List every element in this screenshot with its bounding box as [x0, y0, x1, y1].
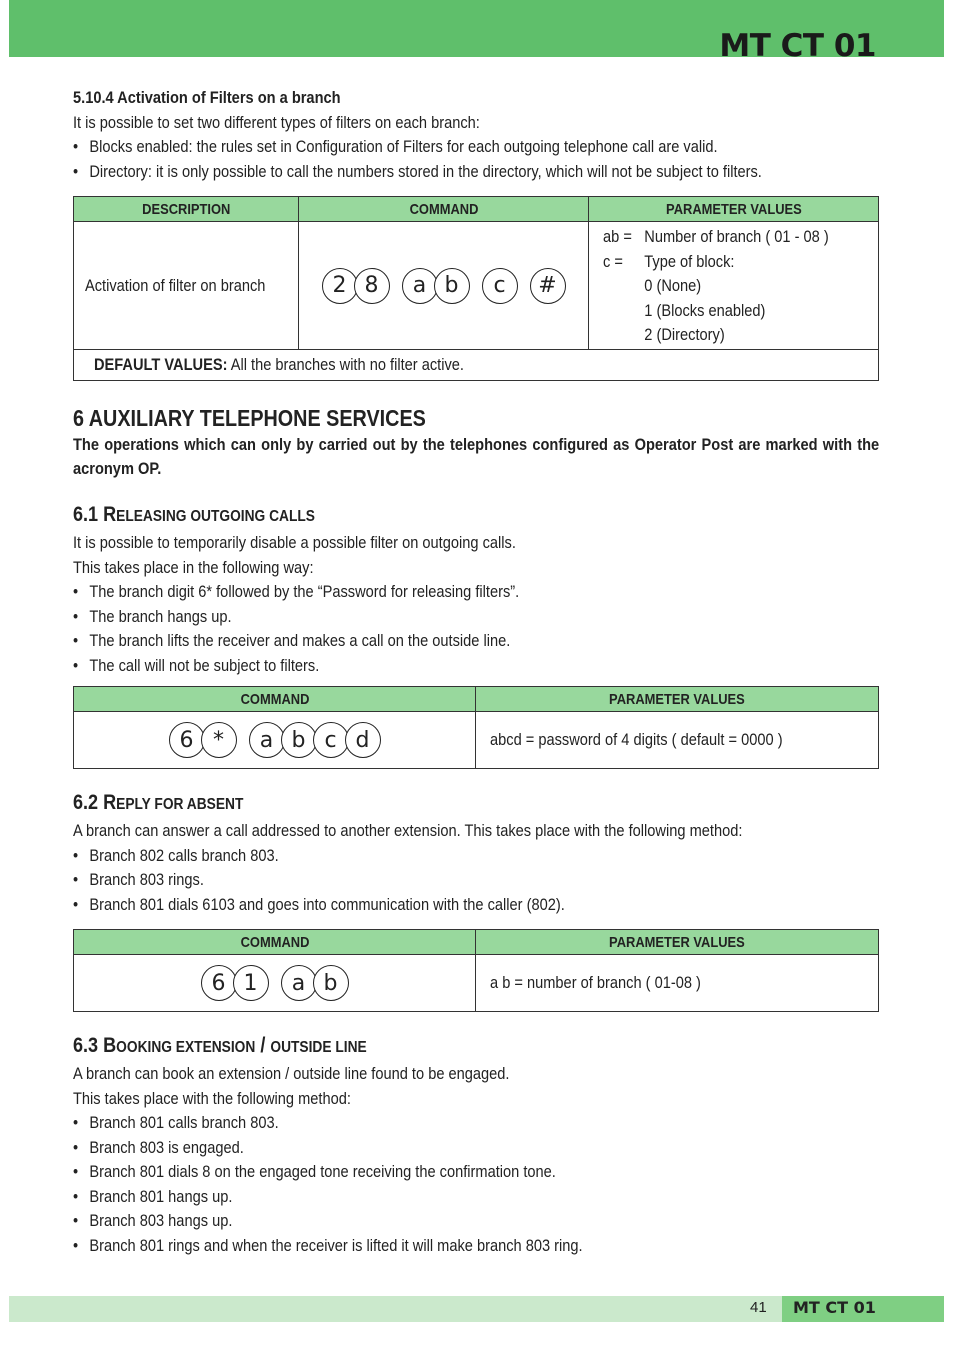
- list-item: • Branch 803 hangs up.: [73, 1209, 877, 1234]
- reply-params: a b = number of branch ( 01-08 ): [476, 955, 879, 1012]
- key-b: b: [313, 965, 349, 1001]
- filter-table: [73, 196, 879, 381]
- section-61-line: This takes place in the following way:: [73, 557, 314, 577]
- key-a: a: [402, 268, 438, 304]
- key-b: b: [281, 722, 317, 758]
- key-6: 6: [201, 965, 237, 1001]
- list-item: • Blocks enabled: the rules set in Configuration of Filters for each outgoing telephone call are valid.: [73, 135, 877, 160]
- key-6: 6: [169, 722, 205, 758]
- section-62-title: 6.2 REPLY FOR ABSENT: [73, 791, 244, 814]
- key-c: c: [482, 268, 518, 304]
- list-item: • Branch 802 calls branch 803.: [73, 844, 877, 869]
- col-header-command: COMMAND: [74, 930, 476, 955]
- list-item: • Branch 801 dials 8 on the engaged tone receiving the confirmation tone.: [73, 1160, 877, 1185]
- footer-title: MT CT 01: [793, 1298, 876, 1317]
- section-61-bullets: [73, 580, 877, 678]
- list-item: • Branch 801 hangs up.: [73, 1185, 877, 1210]
- list-item: • The branch digit 6* followed by the “Password for releasing filters”.: [73, 580, 877, 605]
- list-item: • The branch lifts the receiver and makes a call on the outside line.: [73, 629, 877, 654]
- release-table: [73, 686, 879, 769]
- section-63-line: This takes place with the following method:: [73, 1088, 351, 1108]
- col-header-command: COMMAND: [299, 197, 589, 222]
- release-params: abcd = password of 4 digits ( default = 0000 ): [476, 712, 879, 769]
- section-6-title: 6 AUXILIARY TELEPHONE SERVICES: [73, 405, 426, 431]
- page-content: [73, 86, 879, 1258]
- list-item: • Branch 801 rings and when the receiver is lifted it will make branch 803 ring.: [73, 1234, 877, 1259]
- filter-command: [299, 222, 589, 350]
- page-number: 41: [750, 1299, 767, 1316]
- list-item: • The call will not be subject to filters.: [73, 654, 877, 679]
- reply-command: [74, 955, 476, 1012]
- release-command: [74, 712, 476, 769]
- key-a: a: [249, 722, 285, 758]
- list-item: • Branch 803 rings.: [73, 868, 877, 893]
- section-6-note: The operations which can only by carried out by the telephones configured as Operator Post are marked with the acronym OP.: [73, 435, 880, 478]
- key-c: c: [313, 722, 349, 758]
- list-item: • Directory: it is only possible to call the numbers stored in the directory, which will not be subject to filters.: [73, 160, 877, 185]
- key-a: a: [281, 965, 317, 1001]
- key-8: 8: [354, 268, 390, 304]
- header-title: MT CT 01: [719, 28, 876, 64]
- list-item: • Branch 803 is engaged.: [73, 1136, 877, 1161]
- list-item: • The branch hangs up.: [73, 605, 877, 630]
- list-item: • Branch 801 calls branch 803.: [73, 1111, 877, 1136]
- section-61-line: It is possible to temporarily disable a possible filter on outgoing calls.: [73, 533, 516, 552]
- col-header-command: COMMAND: [74, 687, 476, 712]
- default-values-row: DEFAULT VALUES: All the branches with no filter active.: [74, 350, 879, 381]
- filter-description: Activation of filter on branch: [74, 222, 299, 350]
- col-header-description: DESCRIPTION: [74, 197, 299, 222]
- section-62-bullets: [73, 844, 877, 918]
- filter-params: ab = Number of branch ( 01 - 08 ) c = Type of block: 0 (None) 1 (Blocks enabled) 2 (Directory): [589, 222, 879, 350]
- section-5104-title: 5.10.4 Activation of Filters on a branch: [73, 88, 341, 107]
- key-1: 1: [233, 965, 269, 1001]
- section-61-title: 6.1 RELEASING OUTGOING CALLS: [73, 503, 315, 526]
- col-header-parameter-values: PARAMETER VALUES: [589, 197, 879, 222]
- list-item: • Branch 801 dials 6103 and goes into communication with the caller (802).: [73, 893, 877, 918]
- key-2: 2: [322, 268, 358, 304]
- reply-table: [73, 929, 879, 1012]
- section-63-line: A branch can book an extension / outside line found to be engaged.: [73, 1064, 510, 1083]
- key-star: *: [201, 722, 237, 758]
- section-63-bullets: [73, 1111, 877, 1258]
- section-62-line: A branch can answer a call addressed to another extension. This takes place with the following method:: [73, 821, 743, 840]
- col-header-parameter-values: PARAMETER VALUES: [476, 687, 879, 712]
- key-d: d: [345, 722, 381, 758]
- section-5104-bullets: [73, 135, 877, 184]
- section-5104-intro: It is possible to set two different types of filters on each branch:: [73, 112, 480, 132]
- section-63-title: 6.3 BOOKING EXTENSION / OUTSIDE LINE: [73, 1034, 367, 1057]
- key-b: b: [434, 268, 470, 304]
- col-header-parameter-values: PARAMETER VALUES: [476, 930, 879, 955]
- key-hash: #: [530, 268, 566, 304]
